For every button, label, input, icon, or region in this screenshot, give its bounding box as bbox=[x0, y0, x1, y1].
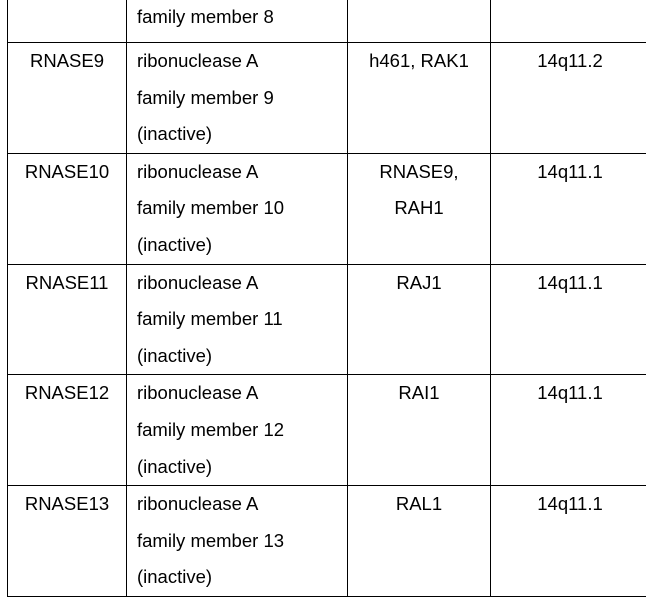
table-row bbox=[8, 0, 646, 43]
gene-symbol: RNASE10 bbox=[24, 160, 110, 182]
gene-symbol: RNASE9 bbox=[29, 50, 105, 71]
gene-location-cell bbox=[491, 153, 646, 264]
table-row bbox=[8, 375, 646, 486]
gene-alias-cell bbox=[348, 486, 491, 597]
gene-location: 14q11.1 bbox=[537, 160, 603, 182]
gene-table bbox=[7, 0, 646, 597]
gene-location-cell bbox=[491, 264, 646, 375]
gene-alias-cell bbox=[348, 153, 491, 264]
gene-location-cell bbox=[491, 375, 646, 486]
gene-description-line: (inactive) bbox=[137, 455, 213, 477]
gene-symbol: RNASE12 bbox=[24, 382, 110, 404]
gene-alias-line: h461, RAK1 bbox=[369, 50, 469, 71]
gene-alias-line: RNASE9, bbox=[379, 160, 459, 182]
gene-description-line: family member 9 bbox=[137, 86, 274, 108]
gene-location-cell bbox=[491, 43, 646, 154]
gene-description-cell bbox=[127, 375, 348, 486]
gene-location: 14q11.1 bbox=[537, 271, 603, 293]
table-row bbox=[8, 264, 646, 375]
gene-alias-cell bbox=[348, 264, 491, 375]
gene-location-cell bbox=[491, 486, 646, 597]
gene-description-line: family member 8 bbox=[137, 6, 274, 27]
gene-description-cell bbox=[127, 264, 348, 375]
gene-alias-line: RAH1 bbox=[394, 197, 444, 219]
gene-alias-cell bbox=[348, 375, 491, 486]
gene-description-line: family member 12 bbox=[137, 418, 285, 440]
gene-description-line: family member 10 bbox=[137, 197, 285, 219]
gene-symbol: RNASE13 bbox=[24, 493, 110, 515]
table-row bbox=[8, 486, 646, 597]
table-row bbox=[8, 153, 646, 264]
gene-symbol: RNASE11 bbox=[25, 271, 109, 293]
gene-description-line: ribonuclease A bbox=[137, 382, 259, 404]
gene-description-line: (inactive) bbox=[137, 344, 213, 366]
gene-description-line: ribonuclease A bbox=[137, 50, 259, 71]
gene-description-line: family member 11 bbox=[137, 308, 283, 330]
gene-description-line: ribonuclease A bbox=[137, 160, 259, 182]
gene-alias-cell bbox=[348, 0, 491, 43]
gene-location: 14q11.1 bbox=[537, 493, 603, 515]
gene-description-cell bbox=[127, 486, 348, 597]
gene-symbol-cell bbox=[8, 486, 127, 597]
gene-symbol-cell bbox=[8, 375, 127, 486]
gene-description-line: (inactive) bbox=[137, 233, 213, 255]
gene-description-line: ribonuclease A bbox=[137, 493, 259, 515]
table-row bbox=[8, 43, 646, 154]
gene-description-line: (inactive) bbox=[137, 566, 213, 588]
gene-description-cell bbox=[127, 153, 348, 264]
gene-alias-line: RAJ1 bbox=[396, 271, 442, 293]
gene-symbol-cell bbox=[8, 153, 127, 264]
gene-alias-cell bbox=[348, 43, 491, 154]
gene-description-line: family member 13 bbox=[137, 529, 285, 551]
gene-description-line: (inactive) bbox=[137, 123, 213, 145]
gene-description-cell bbox=[127, 0, 348, 43]
gene-symbol-cell bbox=[8, 264, 127, 375]
gene-description-cell bbox=[127, 43, 348, 154]
gene-alias-line: RAI1 bbox=[398, 382, 440, 404]
gene-description-line: ribonuclease A bbox=[137, 271, 259, 293]
gene-symbol-cell bbox=[8, 0, 127, 43]
gene-alias-line: RAL1 bbox=[395, 493, 443, 515]
gene-symbol-cell bbox=[8, 43, 127, 154]
gene-location-cell bbox=[491, 0, 646, 43]
gene-location: 14q11.1 bbox=[537, 382, 603, 404]
gene-location: 14q11.2 bbox=[537, 50, 603, 71]
